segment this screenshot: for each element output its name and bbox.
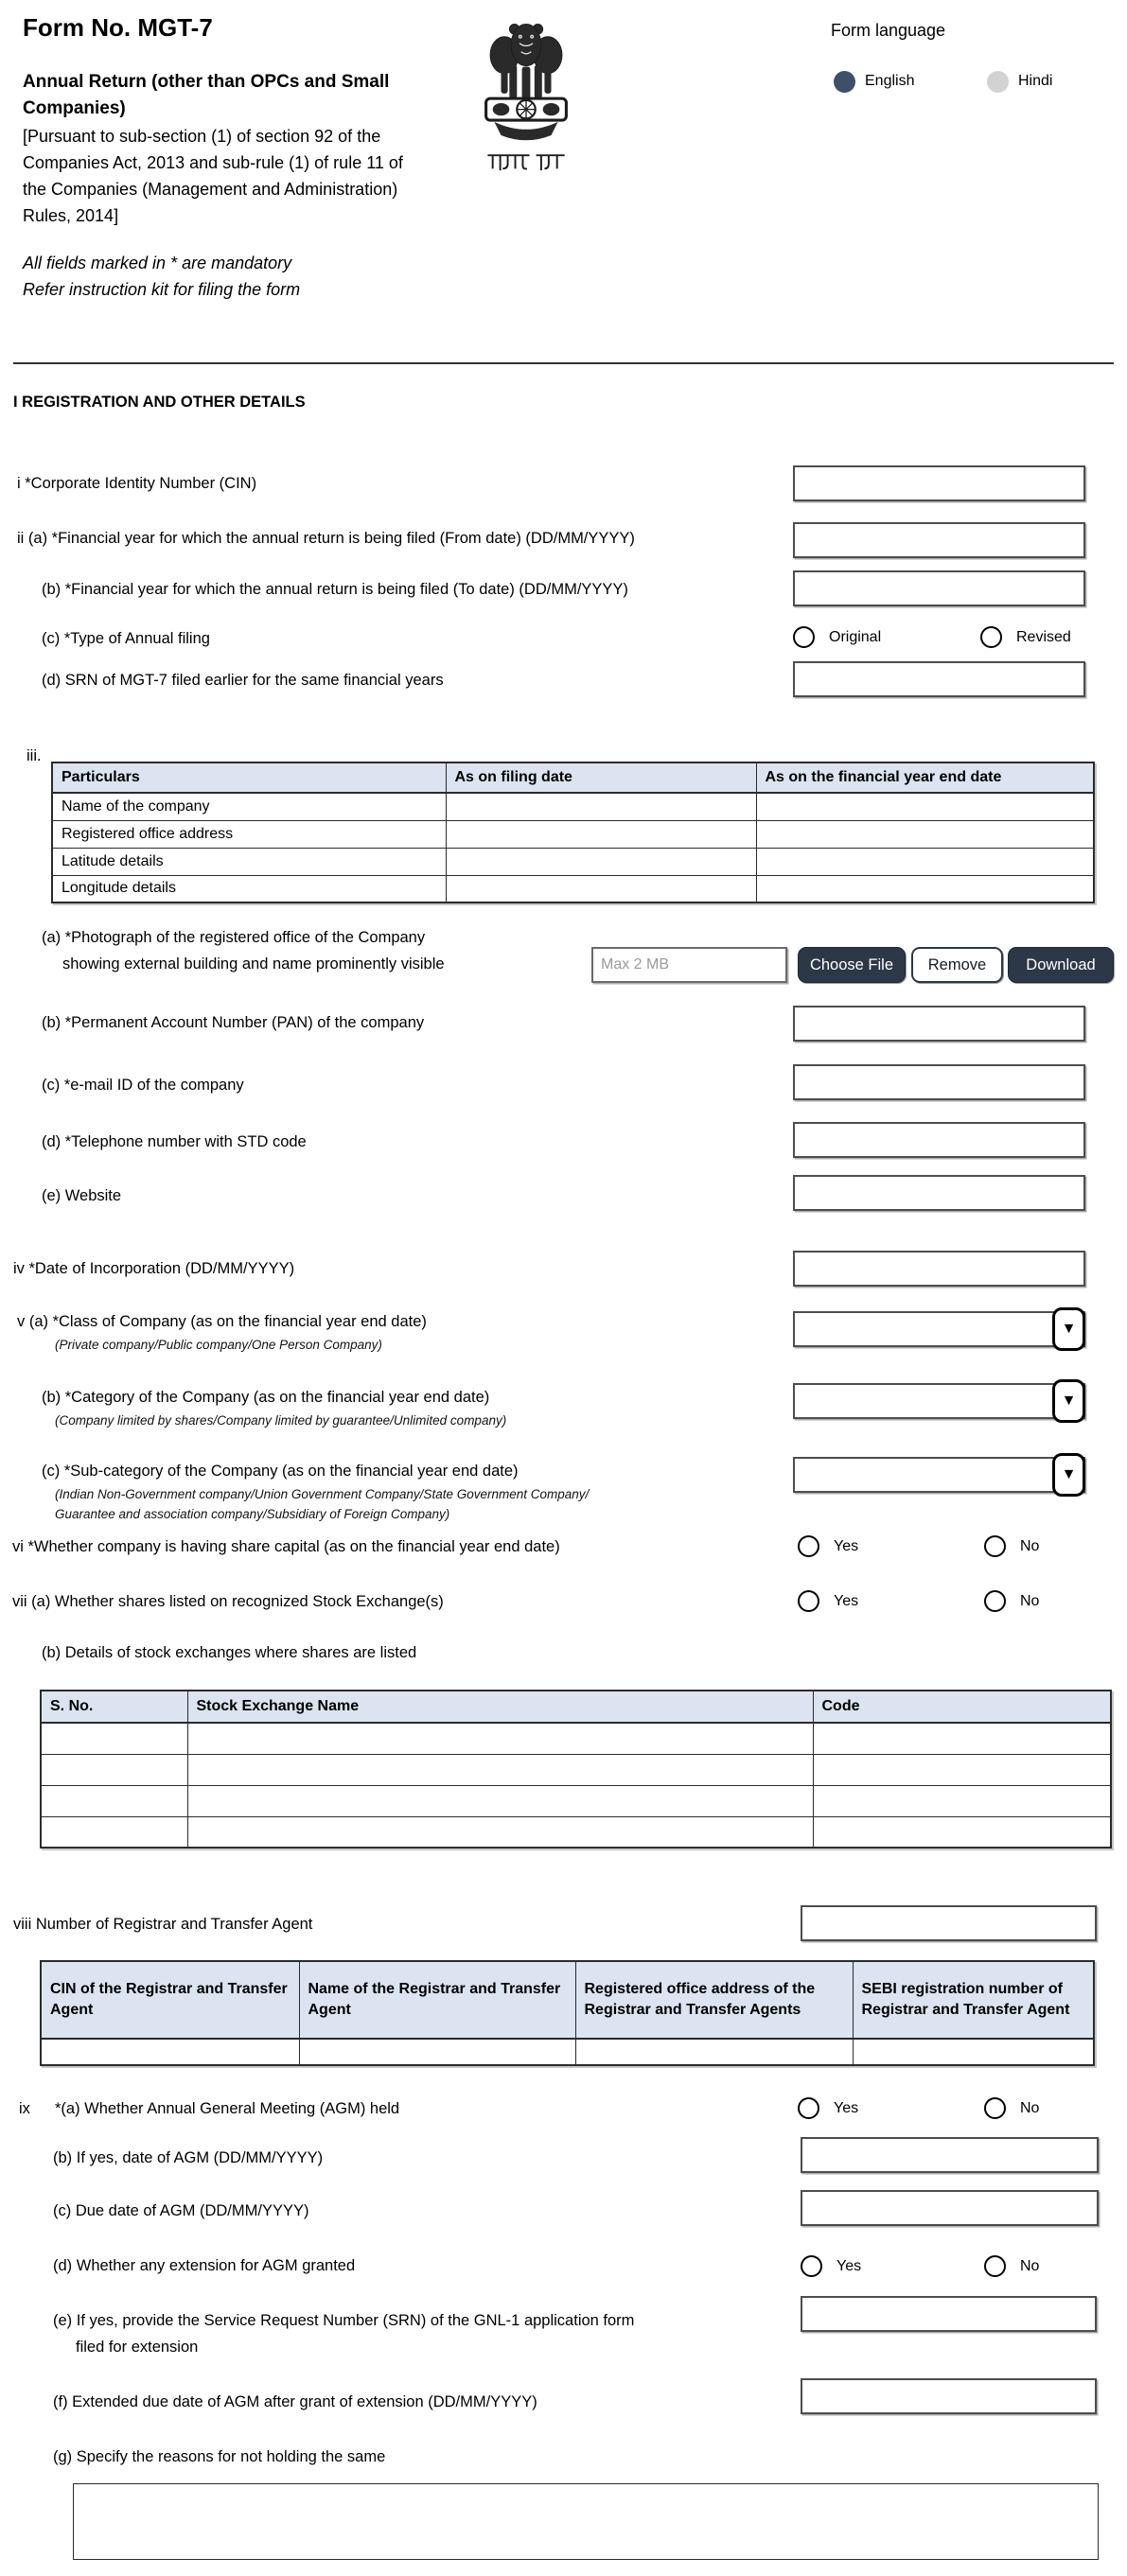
- srn-mgt7-label: (d) SRN of MGT-7 filed earlier for the same financial years: [42, 672, 444, 689]
- stock-row-code-cell[interactable]: [813, 1723, 1111, 1754]
- mandatory-note: All fields marked in * are mandatory: [23, 254, 292, 272]
- radio-share-capital-yes[interactable]: [798, 1535, 819, 1557]
- radio-share-capital-no[interactable]: [984, 1535, 1006, 1557]
- company-category-dropdown-arrow-icon[interactable]: ▼: [1052, 1379, 1085, 1423]
- iii-number: iii.: [26, 747, 42, 764]
- incorporation-date-label: iv *Date of Incorporation (DD/MM/YYYY): [13, 1260, 295, 1277]
- radio-english-label[interactable]: English: [865, 73, 915, 89]
- agm-reasons-label: (g) Specify the reasons for not holding the same: [53, 2448, 386, 2465]
- share-capital-yes-label[interactable]: Yes: [834, 1538, 859, 1554]
- company-class-hint: (Private company/Public company/One Person Company): [55, 1338, 382, 1352]
- radio-original[interactable]: [793, 626, 815, 648]
- company-class-dropdown-arrow-icon[interactable]: ▼: [1052, 1307, 1085, 1351]
- radio-agm-held-no[interactable]: [984, 2097, 1006, 2119]
- stock-exchange-table: [40, 1690, 1112, 1849]
- form-subtitle-line1: Annual Return (other than OPCs and Small: [23, 72, 390, 92]
- fy-end-header: As on the financial year end date: [756, 762, 1094, 793]
- stock-row-name-cell[interactable]: [187, 1816, 813, 1848]
- company-name-fyend-cell[interactable]: [756, 793, 1094, 820]
- rta-sebi-cell[interactable]: [853, 2039, 1094, 2065]
- company-subcategory-hint-line2: Guarantee and association company/Subsidiary of Foreign Company): [55, 1507, 450, 1521]
- share-capital-label: vi *Whether company is having share capital (as on the financial year end date): [12, 1538, 560, 1555]
- email-label: (c) *e-mail ID of the company: [42, 1077, 244, 1094]
- company-subcategory-dropdown-arrow-icon[interactable]: ▼: [1052, 1453, 1085, 1497]
- pan-label: (b) *Permanent Account Number (PAN) of the company: [42, 1014, 425, 1031]
- share-capital-no-label[interactable]: No: [1020, 1538, 1040, 1554]
- radio-extension-no[interactable]: [984, 2255, 1006, 2277]
- rta-count-input[interactable]: [801, 1905, 1097, 1941]
- stock-row-code-cell[interactable]: [813, 1754, 1111, 1785]
- radio-agm-held-yes[interactable]: [798, 2097, 819, 2119]
- download-button[interactable]: Download: [1008, 947, 1114, 983]
- rta-sebi-header: SEBI registration number of Registrar and Transfer Agent: [853, 1961, 1094, 2039]
- radio-hindi[interactable]: [987, 71, 1009, 93]
- company-category-hint: (Company limited by shares/Company limited by guarantee/Unlimited company): [55, 1413, 507, 1428]
- office-address-fyend-cell[interactable]: [756, 820, 1094, 848]
- remove-button[interactable]: Remove: [911, 947, 1003, 983]
- particulars-table: [51, 762, 1095, 903]
- filing-type-label: (c) *Type of Annual filing: [42, 630, 210, 647]
- radio-shares-listed-no[interactable]: [984, 1590, 1006, 1612]
- pursuant-line: Companies Act, 2013 and sub-rule (1) of rule 11 of: [23, 153, 403, 172]
- radio-revised[interactable]: [980, 626, 1002, 648]
- srn-mgt7-input[interactable]: [793, 661, 1085, 697]
- particulars-header: Particulars: [52, 762, 446, 793]
- agm-date-label: (b) If yes, date of AGM (DD/MM/YYYY): [53, 2149, 324, 2166]
- incorporation-date-input[interactable]: [793, 1251, 1085, 1287]
- code-header: Code: [813, 1691, 1111, 1723]
- company-category-label: (b) *Category of the Company (as on the financial year end date): [42, 1389, 490, 1406]
- page-title: Form No. MGT-7: [23, 13, 213, 42]
- row-label-office-address: Registered office address: [52, 820, 446, 848]
- stock-details-label: (b) Details of stock exchanges where shares are listed: [42, 1644, 417, 1661]
- extension-yes-label[interactable]: Yes: [836, 2258, 862, 2274]
- rta-address-header: Registered office address of the Registrar and Transfer Agents: [575, 1961, 853, 2039]
- choose-file-button[interactable]: Choose File: [798, 947, 906, 983]
- radio-hindi-label[interactable]: Hindi: [1018, 73, 1053, 89]
- radio-extension-yes[interactable]: [801, 2255, 822, 2277]
- agm-reasons-textarea[interactable]: [73, 2483, 1099, 2560]
- as-on-filing-header: As on filing date: [446, 762, 756, 793]
- agm-held-yes-label[interactable]: Yes: [834, 2100, 859, 2116]
- fy-to-label: (b) *Financial year for which the annual return is being filed (To date) (DD/MM/YYYY): [42, 581, 628, 598]
- gnl1-srn-label-line1: (e) If yes, provide the Service Request Number (SRN) of the GNL-1 application form: [53, 2312, 635, 2329]
- extension-no-label[interactable]: No: [1020, 2258, 1040, 2274]
- stock-row-code-cell[interactable]: [813, 1785, 1111, 1816]
- instruction-note: Refer instruction kit for filing the form: [23, 280, 301, 299]
- fy-from-label: ii (a) *Financial year for which the annual return is being filed (From date) (DD/MM/YYYY): [17, 530, 635, 547]
- photo-label-line2: showing external building and name prominently visible: [62, 955, 445, 973]
- agm-due-date-label: (c) Due date of AGM (DD/MM/YYYY): [53, 2202, 309, 2219]
- form-subtitle-line2: Companies): [23, 98, 126, 118]
- rta-name-header: Name of the Registrar and Transfer Agent: [299, 1961, 575, 2039]
- radio-revised-label[interactable]: Revised: [1016, 629, 1071, 645]
- row-label-latitude: Latitude details: [52, 848, 446, 875]
- shares-listed-yes-label[interactable]: Yes: [834, 1593, 859, 1609]
- phone-label: (d) *Telephone number with STD code: [42, 1133, 307, 1150]
- stock-row-sno-cell[interactable]: [41, 1816, 187, 1848]
- cin-label: i *Corporate Identity Number (CIN): [17, 475, 257, 492]
- website-label: (e) Website: [42, 1187, 122, 1204]
- agm-held-label: *(a) Whether Annual General Meeting (AGM) held: [55, 2100, 400, 2117]
- section-title: I REGISTRATION AND OTHER DETAILS: [13, 394, 306, 411]
- longitude-filing-cell[interactable]: [446, 875, 756, 902]
- rta-name-cell[interactable]: [299, 2039, 575, 2065]
- ix-number: ix: [19, 2100, 30, 2117]
- form-language-label: Form language: [831, 21, 946, 40]
- agm-extended-due-label: (f) Extended due date of AGM after grant of extension (DD/MM/YYYY): [53, 2393, 537, 2410]
- agm-due-date-input[interactable]: [801, 2190, 1099, 2226]
- agm-held-no-label[interactable]: No: [1020, 2100, 1040, 2116]
- pan-input[interactable]: [793, 1006, 1085, 1042]
- stock-row-code-cell[interactable]: [813, 1816, 1111, 1848]
- latitude-fyend-cell[interactable]: [756, 848, 1094, 875]
- latitude-filing-cell[interactable]: [446, 848, 756, 875]
- sno-header: S. No.: [41, 1691, 187, 1723]
- shares-listed-no-label[interactable]: No: [1020, 1593, 1040, 1609]
- company-class-select[interactable]: [793, 1311, 1085, 1347]
- rta-cin-cell[interactable]: [41, 2039, 299, 2065]
- website-input[interactable]: [793, 1175, 1085, 1211]
- gnl1-srn-input[interactable]: [801, 2296, 1097, 2332]
- registrar-table: [40, 1960, 1095, 2066]
- rta-address-cell[interactable]: [575, 2039, 853, 2065]
- radio-english[interactable]: [834, 71, 855, 93]
- photo-file-input[interactable]: [591, 947, 787, 983]
- agm-extended-due-input[interactable]: [801, 2378, 1097, 2414]
- company-name-filing-cell[interactable]: [446, 793, 756, 820]
- company-subcategory-hint-line1: (Indian Non-Government company/Union Government Company/State Government Company/: [55, 1487, 590, 1501]
- pursuant-line: Rules, 2014]: [23, 206, 119, 225]
- stock-row-sno-cell[interactable]: [41, 1723, 187, 1754]
- stock-row-name-cell[interactable]: [187, 1785, 813, 1816]
- stock-row-sno-cell[interactable]: [41, 1754, 187, 1785]
- email-input[interactable]: [793, 1064, 1085, 1100]
- rta-cin-header: CIN of the Registrar and Transfer Agent: [41, 1961, 299, 2039]
- row-label-longitude: Longitude details: [52, 875, 446, 902]
- stock-exchange-name-header: Stock Exchange Name: [187, 1691, 813, 1723]
- company-class-label: v (a) *Class of Company (as on the financial year end date): [17, 1313, 427, 1330]
- company-subcategory-label: (c) *Sub-category of the Company (as on the financial year end date): [42, 1463, 519, 1480]
- fy-to-input[interactable]: [793, 570, 1085, 606]
- rta-count-label: viii Number of Registrar and Transfer Agent: [13, 1916, 313, 1933]
- longitude-fyend-cell[interactable]: [756, 875, 1094, 902]
- header-divider: [13, 362, 1114, 364]
- stock-row-name-cell[interactable]: [187, 1723, 813, 1754]
- fy-from-input[interactable]: [793, 522, 1085, 558]
- gnl1-srn-label-line2: filed for extension: [76, 2339, 199, 2356]
- agm-extension-label: (d) Whether any extension for AGM granted: [53, 2257, 356, 2274]
- row-label-company-name: Name of the company: [52, 793, 446, 820]
- radio-original-label[interactable]: Original: [829, 629, 882, 645]
- national-emblem-icon: [476, 11, 576, 192]
- stock-row-name-cell[interactable]: [187, 1754, 813, 1785]
- company-subcategory-select[interactable]: [793, 1457, 1085, 1493]
- pursuant-line: the Companies (Management and Administration): [23, 180, 398, 199]
- shares-listed-label: vii (a) Whether shares listed on recognized Stock Exchange(s): [12, 1593, 444, 1610]
- phone-input[interactable]: [793, 1122, 1085, 1158]
- photo-label-line1: (a) *Photograph of the registered office of the Company: [42, 929, 426, 946]
- agm-date-input[interactable]: [801, 2137, 1099, 2173]
- cin-input[interactable]: [793, 465, 1085, 501]
- office-address-filing-cell[interactable]: [446, 820, 756, 848]
- stock-row-sno-cell[interactable]: [41, 1785, 187, 1816]
- company-category-select[interactable]: [793, 1383, 1085, 1419]
- radio-shares-listed-yes[interactable]: [798, 1590, 819, 1612]
- pursuant-line: [Pursuant to sub-section (1) of section 92 of the: [23, 127, 381, 146]
